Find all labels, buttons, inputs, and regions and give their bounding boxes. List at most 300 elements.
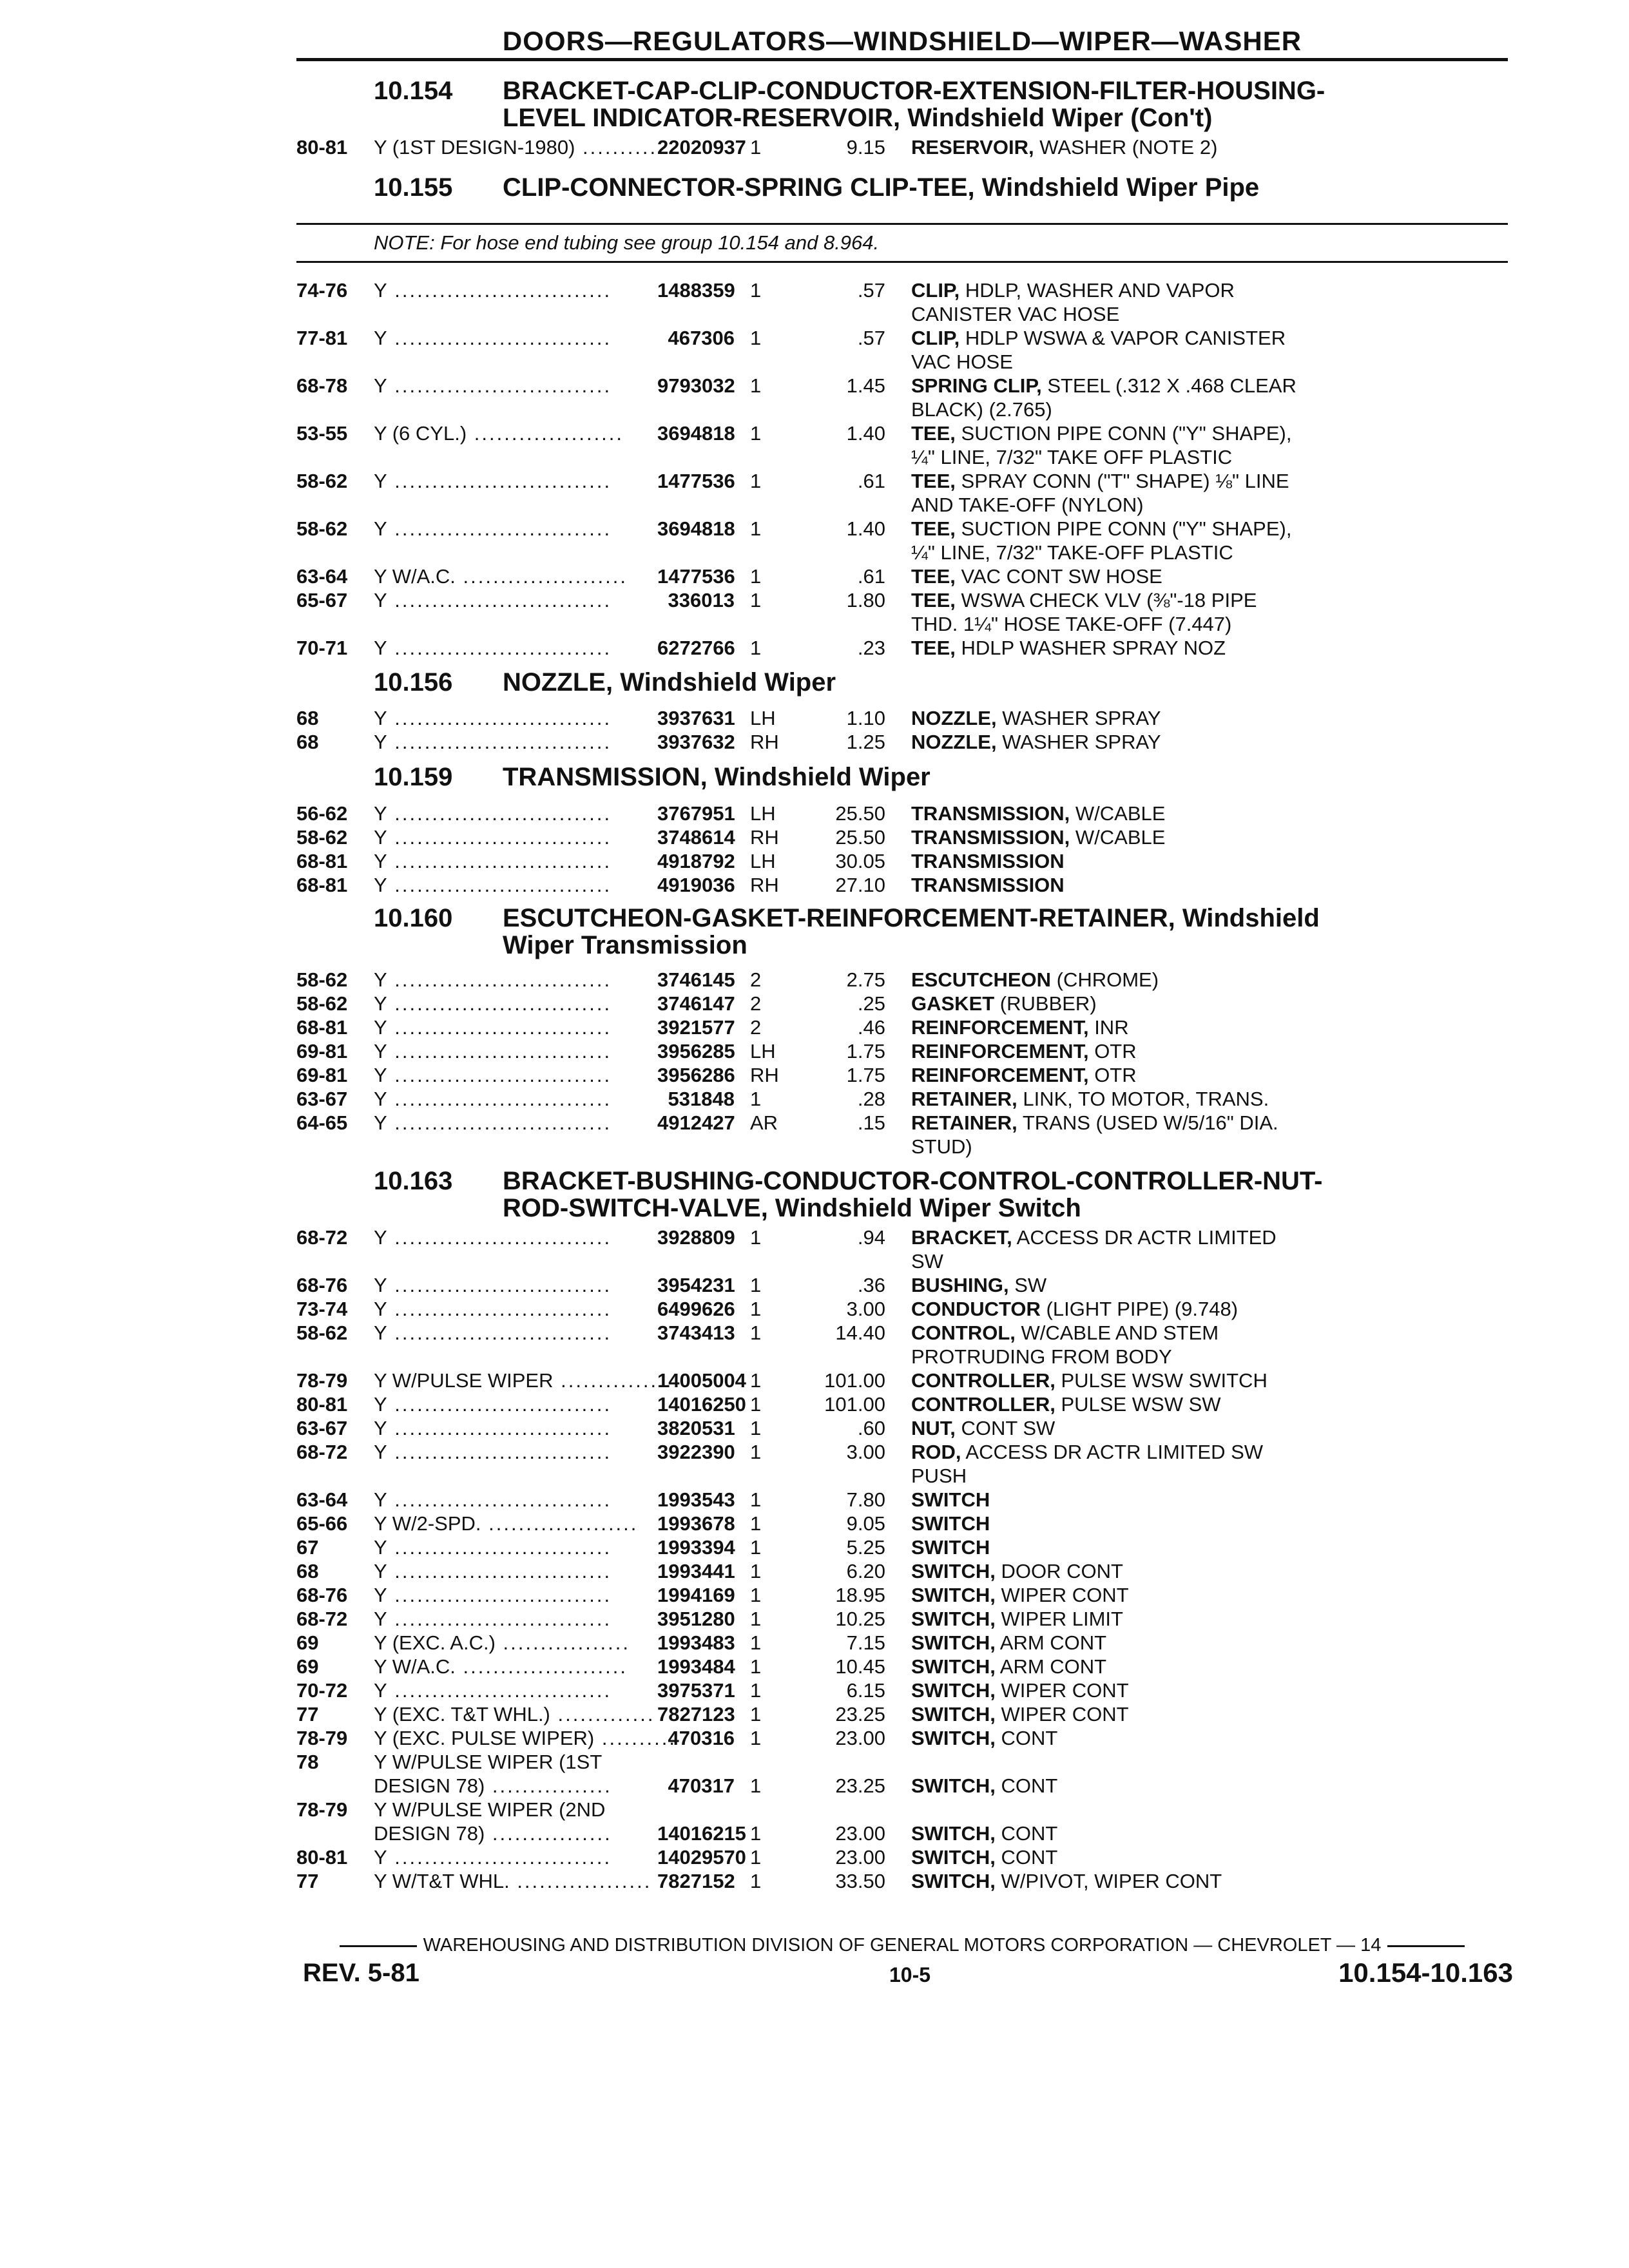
table-row: [296, 1750, 1508, 1774]
part-description: SUCTION PIPE CONN ("Y" SHAPE), ¼" LINE, 7/32" TAKE OFF PLASTIC: [911, 422, 1292, 468]
description: [885, 1297, 1508, 1321]
leader-dots: .............................: [387, 327, 612, 349]
table-row: [296, 421, 1508, 469]
application-text: Y: [374, 1417, 387, 1439]
year-range: 68-78: [296, 374, 348, 397]
section-10-160: [296, 905, 1508, 959]
application-text: Y: [374, 1560, 387, 1582]
part-name: RESERVOIR,: [911, 136, 1034, 159]
application-text: Y: [374, 826, 387, 849]
application: [374, 825, 657, 849]
quantity: 1: [750, 422, 762, 445]
part-description: HDLP WASHER SPRAY NOZ: [955, 637, 1226, 659]
part-number: 3820531: [657, 1417, 735, 1439]
application-text: Y: [374, 589, 387, 611]
quantity: LH: [750, 850, 776, 872]
description: [885, 1488, 1508, 1512]
year-range: 78-79: [296, 1798, 348, 1821]
application-text: Y: [374, 1393, 387, 1416]
part-name: ESCUTCHEON: [911, 968, 1052, 991]
application-text: Y W/PULSE WIPER (1ST: [374, 1751, 602, 1773]
part-description: ACCESS DR ACTR LIMITED SW PUSH: [911, 1441, 1264, 1487]
application-text: Y: [374, 517, 387, 540]
part-name: SWITCH,: [911, 1774, 996, 1797]
application: [374, 636, 657, 660]
section-number: 10.154: [374, 77, 453, 105]
part-name: NOZZLE,: [911, 707, 997, 729]
part-name: CONDUCTOR: [911, 1298, 1041, 1320]
leader-dots: .............: [550, 1703, 655, 1725]
table-row: [296, 1726, 1508, 1750]
year-range: 69: [296, 1655, 319, 1678]
leader-dots: .............................: [387, 517, 612, 540]
leader-dots: .............................: [387, 1040, 612, 1062]
application-text: Y: [374, 1274, 387, 1296]
part-name: CONTROLLER,: [911, 1393, 1055, 1416]
price: .57: [857, 279, 885, 302]
table-row: [296, 1488, 1508, 1512]
part-name: SWITCH,: [911, 1870, 996, 1892]
leader-dots: .............................: [387, 802, 612, 825]
table-row: [296, 1015, 1508, 1039]
part-description: ACCESS DR ACTR LIMITED SW: [911, 1226, 1277, 1273]
price: 1.40: [846, 422, 885, 445]
application: [374, 1535, 657, 1559]
application-text: Y: [374, 802, 387, 825]
description: [885, 1015, 1508, 1039]
page-title: DOORS—REGULATORS—WINDSHIELD—WIPER—WASHER: [502, 26, 1302, 56]
application: [374, 992, 657, 1015]
table-row: [296, 1655, 1508, 1678]
price: [808, 1750, 885, 1774]
part-description: INR: [1088, 1016, 1129, 1039]
leader-dots: .............................: [387, 1560, 612, 1582]
application-text: Y W/PULSE WIPER: [374, 1369, 554, 1392]
quantity: RH: [750, 874, 779, 896]
application-text: DESIGN 78): [374, 1774, 485, 1797]
section-title: NOZZLE, Windshield Wiper: [503, 668, 836, 697]
application: [374, 849, 657, 873]
part-number: 1994169: [657, 1584, 735, 1606]
description: [885, 1798, 1508, 1821]
part-number: 1993394: [657, 1536, 735, 1559]
price: 27.10: [835, 874, 885, 896]
year-range: 58-62: [296, 968, 348, 991]
description: [885, 1273, 1508, 1297]
price: 7.80: [846, 1488, 885, 1511]
price: .61: [857, 565, 885, 588]
application-text: Y W/A.C.: [374, 1655, 456, 1678]
part-name: ROD,: [911, 1441, 961, 1463]
year-range: 65-66: [296, 1512, 348, 1535]
description: [885, 1392, 1508, 1416]
part-name: TEE,: [911, 470, 956, 492]
part-description: TRANS (USED W/5/16" DIA. STUD): [911, 1111, 1278, 1158]
year-range: 58-62: [296, 1321, 348, 1344]
year-range: 67: [296, 1536, 319, 1559]
quantity: 1: [750, 470, 762, 492]
part-number: 22020937: [657, 136, 746, 159]
part-description: SW: [1008, 1274, 1047, 1296]
table-row: [296, 873, 1508, 897]
part-name: SWITCH: [911, 1488, 990, 1511]
table-row: [296, 374, 1508, 421]
quantity: 1: [750, 327, 762, 349]
part-name: TEE,: [911, 565, 956, 588]
application: [374, 374, 657, 421]
part-number: 1993484: [657, 1655, 735, 1678]
part-description: ARM CONT: [995, 1655, 1107, 1678]
part-name: TEE,: [911, 589, 956, 611]
price: 10.25: [835, 1608, 885, 1630]
part-name: TRANSMISSION: [911, 850, 1065, 872]
year-range: 63-67: [296, 1417, 348, 1439]
year-range: 69: [296, 1631, 319, 1654]
part-number: 3937631: [657, 707, 735, 729]
quantity: LH: [750, 707, 776, 729]
part-number: [657, 1750, 735, 1774]
part-name: SWITCH,: [911, 1679, 996, 1702]
table-row: [296, 1273, 1508, 1297]
price: 23.25: [835, 1774, 885, 1797]
part-number: 3922390: [657, 1441, 735, 1463]
part-name: SWITCH,: [911, 1822, 996, 1845]
price: 9.05: [846, 1512, 885, 1535]
application-text: Y: [374, 1040, 387, 1062]
part-description: CONT: [995, 1822, 1058, 1845]
quantity: 1: [750, 1417, 762, 1439]
description: [885, 469, 1508, 517]
application-text: Y: [374, 1679, 387, 1702]
application: [374, 135, 665, 159]
application: [374, 1063, 657, 1087]
year-range: [296, 1774, 374, 1798]
application: [374, 1111, 657, 1158]
rows-10-154: [296, 135, 1508, 159]
part-name: SWITCH,: [911, 1846, 996, 1869]
leader-dots: ...........: [575, 136, 665, 159]
year-range: 68-81: [296, 850, 348, 872]
part-description: WASHER (NOTE 2): [1034, 136, 1218, 159]
part-number: 3954231: [657, 1274, 735, 1296]
part-description: WIPER CONT: [995, 1703, 1129, 1725]
leader-dots: .............................: [387, 589, 612, 611]
quantity: 1: [750, 1846, 762, 1869]
table-row: [296, 1111, 1508, 1158]
price: 23.00: [835, 1727, 885, 1749]
part-number: 3746145: [657, 968, 735, 991]
application-text: Y: [374, 874, 387, 896]
leader-dots: ...............: [553, 1369, 673, 1392]
part-description: HDLP WSWA & VAPOR CANISTER VAC HOSE: [911, 327, 1286, 373]
description: [885, 730, 1508, 754]
leader-dots: .............................: [387, 1298, 612, 1320]
table-row: [296, 968, 1508, 992]
part-number: 6499626: [657, 1298, 735, 1320]
leader-dots: .............................: [387, 637, 612, 659]
price: 1.75: [846, 1040, 885, 1062]
leader-dots: .............................: [387, 1088, 612, 1110]
application-text: Y W/PULSE WIPER (2ND: [374, 1798, 606, 1821]
price: 101.00: [824, 1369, 885, 1392]
price: 1.10: [846, 707, 885, 729]
table-row: [296, 517, 1508, 564]
price: 33.50: [835, 1870, 885, 1892]
part-number: 467306: [668, 327, 735, 349]
leader-dots: .............................: [387, 874, 612, 896]
description: [885, 135, 1508, 159]
part-number: 3746147: [657, 992, 735, 1015]
table-row: [296, 1774, 1508, 1798]
price: 1.75: [846, 1064, 885, 1086]
section-10-156: [296, 669, 1508, 696]
part-number: 3694818: [657, 422, 735, 445]
note-rule-bottom: [296, 261, 1508, 263]
application: [374, 1015, 657, 1039]
table-row: [296, 588, 1508, 636]
description: [885, 1607, 1508, 1631]
price: 1.80: [846, 589, 885, 611]
part-description: CONT: [995, 1727, 1058, 1749]
application-text: Y: [374, 374, 387, 397]
table-row: [296, 1512, 1508, 1535]
table-row: [296, 1559, 1508, 1583]
year-range: 56-62: [296, 802, 348, 825]
part-description: SUCTION PIPE CONN ("Y" SHAPE), ¼" LINE, 7/32" TAKE-OFF PLASTIC: [911, 517, 1292, 564]
quantity: LH: [750, 802, 776, 825]
part-description: W/CABLE AND STEM PROTRUDING FROM BODY: [911, 1321, 1219, 1368]
part-description: OTR: [1088, 1040, 1137, 1062]
price: 23.00: [835, 1846, 885, 1869]
description: [885, 564, 1508, 588]
description: [885, 1821, 1508, 1845]
table-row: [296, 469, 1508, 517]
section-10-154: [296, 77, 1508, 131]
year-range: 70-72: [296, 1679, 348, 1702]
price: 9.15: [846, 136, 885, 159]
note-block: [296, 223, 1508, 263]
table-row: [296, 849, 1508, 873]
application: [374, 1297, 657, 1321]
quantity: 1: [750, 1321, 762, 1344]
application-text: Y W/A.C.: [374, 565, 456, 588]
part-name: RETAINER,: [911, 1111, 1017, 1134]
description: [885, 825, 1508, 849]
section-title: ESCUTCHEON-GASKET-REINFORCEMENT-RETAINER, Windshield Wiper Transmission: [503, 904, 1320, 959]
price: 5.25: [846, 1536, 885, 1559]
part-name: SPRING CLIP,: [911, 374, 1042, 397]
application-text: Y (EXC. T&T WHL.): [374, 1703, 550, 1725]
year-range: 65-67: [296, 589, 348, 611]
part-description: CONT SW: [955, 1417, 1055, 1439]
application-text: Y: [374, 1441, 387, 1463]
price: .28: [857, 1088, 885, 1110]
year-range: 68-81: [296, 874, 348, 896]
description: [885, 1750, 1508, 1774]
quantity: 1: [750, 1679, 762, 1702]
leader-dots: .............................: [387, 1111, 612, 1134]
part-number: 14016215: [657, 1822, 746, 1845]
part-name: SWITCH,: [911, 1560, 996, 1582]
description: [885, 1655, 1508, 1678]
part-name: TEE,: [911, 637, 956, 659]
part-number: 3921577: [657, 1016, 735, 1039]
quantity: RH: [750, 826, 779, 849]
application-text: Y (1ST DESIGN-1980): [374, 136, 575, 159]
part-number: 6272766: [657, 637, 735, 659]
quantity: 1: [750, 1608, 762, 1630]
table-row: [296, 1392, 1508, 1416]
quantity: 1: [750, 517, 762, 540]
section-title: TRANSMISSION, Windshield Wiper: [503, 763, 930, 791]
part-number: 470317: [668, 1774, 735, 1797]
rows-10-155: [296, 278, 1508, 660]
quantity: 1: [750, 589, 762, 611]
application-text: Y: [374, 1111, 387, 1134]
application: [374, 1087, 657, 1111]
price: 7.15: [846, 1631, 885, 1654]
part-number: 1477536: [657, 470, 735, 492]
application: [374, 1512, 657, 1535]
table-row: [296, 1535, 1508, 1559]
year-range: 69-81: [296, 1064, 348, 1086]
leader-dots: .............................: [387, 1016, 612, 1039]
part-description: CONT: [995, 1774, 1058, 1797]
table-row: [296, 1063, 1508, 1087]
rows-10-159: [296, 802, 1508, 897]
application-text: Y: [374, 968, 387, 991]
part-description: WIPER LIMIT: [995, 1608, 1123, 1630]
part-description: (CHROME): [1051, 968, 1159, 991]
part-name: SWITCH,: [911, 1631, 996, 1654]
year-range: 80-81: [296, 136, 348, 159]
description: [885, 849, 1508, 873]
description: [885, 1512, 1508, 1535]
part-number: 1488359: [657, 279, 735, 302]
year-range: 68-72: [296, 1226, 348, 1249]
price: 10.45: [835, 1655, 885, 1678]
application: [374, 1631, 657, 1655]
leader-dots: .............................: [387, 470, 612, 492]
application: [374, 1750, 657, 1774]
quantity: 1: [750, 1703, 762, 1725]
part-name: TRANSMISSION,: [911, 802, 1070, 825]
quantity: LH: [750, 1040, 776, 1062]
quantity: 1: [750, 1655, 762, 1678]
year-range: 78: [296, 1751, 319, 1773]
quantity: 1: [750, 1822, 762, 1845]
year-range: 78-79: [296, 1369, 348, 1392]
part-description: ARM CONT: [995, 1631, 1107, 1654]
description: [885, 1111, 1508, 1158]
application: [374, 1607, 657, 1631]
table-row: [296, 1631, 1508, 1655]
table-row: [296, 1416, 1508, 1440]
description: [885, 517, 1508, 564]
part-description: PULSE WSW SW: [1055, 1393, 1221, 1416]
price: 14.40: [835, 1321, 885, 1344]
table-row: [296, 564, 1508, 588]
table-row: [296, 278, 1508, 326]
year-range: [296, 1821, 374, 1845]
description: [885, 1063, 1508, 1087]
description: [885, 1678, 1508, 1702]
footer-division-text: WAREHOUSING AND DISTRIBUTION DIVISION OF GENERAL MOTORS CORPORATION — CHEVROLET — 14: [423, 1935, 1382, 1956]
description: [885, 326, 1508, 374]
table-row: [296, 636, 1508, 660]
quantity: RH: [750, 1064, 779, 1086]
description: [885, 1583, 1508, 1607]
leader-dots: .............................: [387, 374, 612, 397]
description: [885, 421, 1508, 469]
year-range: 78-79: [296, 1727, 348, 1749]
leader-dots: ..................: [509, 1870, 652, 1892]
application: [374, 1369, 673, 1392]
part-number: 3937632: [657, 731, 735, 753]
application-text: Y (EXC. PULSE WIPER): [374, 1727, 595, 1749]
description: [885, 278, 1508, 326]
part-name: SWITCH,: [911, 1608, 996, 1630]
application-text: Y: [374, 1064, 387, 1086]
leader-dots: .............................: [387, 1679, 612, 1702]
leader-dots: .............................: [387, 1321, 612, 1344]
description: [885, 1369, 1508, 1392]
quantity: 1: [750, 279, 762, 302]
leader-dots: ................: [485, 1774, 612, 1797]
year-range: 64-65: [296, 1111, 348, 1134]
application: [374, 588, 657, 636]
price: 23.25: [835, 1703, 885, 1725]
part-number: 14016250: [657, 1393, 746, 1416]
year-range: 63-64: [296, 565, 348, 588]
leader-dots: ......................: [455, 565, 628, 588]
year-range: 77: [296, 1703, 319, 1725]
year-range: 58-62: [296, 517, 348, 540]
section-title: BRACKET-BUSHING-CONDUCTOR-CONTROL-CONTROLLER-NUT- ROD-SWITCH-VALVE, Windshield Wiper Switch: [503, 1167, 1323, 1222]
part-number: 3951280: [657, 1608, 735, 1630]
part-number: 3956285: [657, 1040, 735, 1062]
leader-dots: .............................: [387, 850, 612, 872]
part-number: 1993483: [657, 1631, 735, 1654]
year-range: 70-71: [296, 637, 348, 659]
part-name: BUSHING,: [911, 1274, 1009, 1296]
section-title: CLIP-CONNECTOR-SPRING CLIP-TEE, Windshield Wiper Pipe: [503, 173, 1260, 202]
application: [374, 730, 657, 754]
application: [374, 1774, 657, 1798]
application-text: Y: [374, 1321, 387, 1344]
part-name: BRACKET,: [911, 1226, 1012, 1249]
part-name: SWITCH: [911, 1512, 990, 1535]
part-number: 1477536: [657, 565, 735, 588]
part-number: [657, 1798, 735, 1821]
description: [885, 1869, 1508, 1893]
quantity: 1: [750, 1441, 762, 1463]
part-name: TRANSMISSION: [911, 874, 1065, 896]
description: [885, 1559, 1508, 1583]
description: [885, 1416, 1508, 1440]
quantity: 1: [750, 565, 762, 588]
application: [374, 706, 657, 730]
price: 2.75: [846, 968, 885, 991]
description: [885, 968, 1508, 992]
part-name: CLIP,: [911, 279, 960, 302]
part-description: W/CABLE: [1070, 826, 1166, 849]
year-range: 77-81: [296, 327, 348, 349]
application: [374, 1225, 657, 1273]
table-row: [296, 1369, 1508, 1392]
part-description: VAC CONT SW HOSE: [955, 565, 1162, 588]
description: [885, 706, 1508, 730]
